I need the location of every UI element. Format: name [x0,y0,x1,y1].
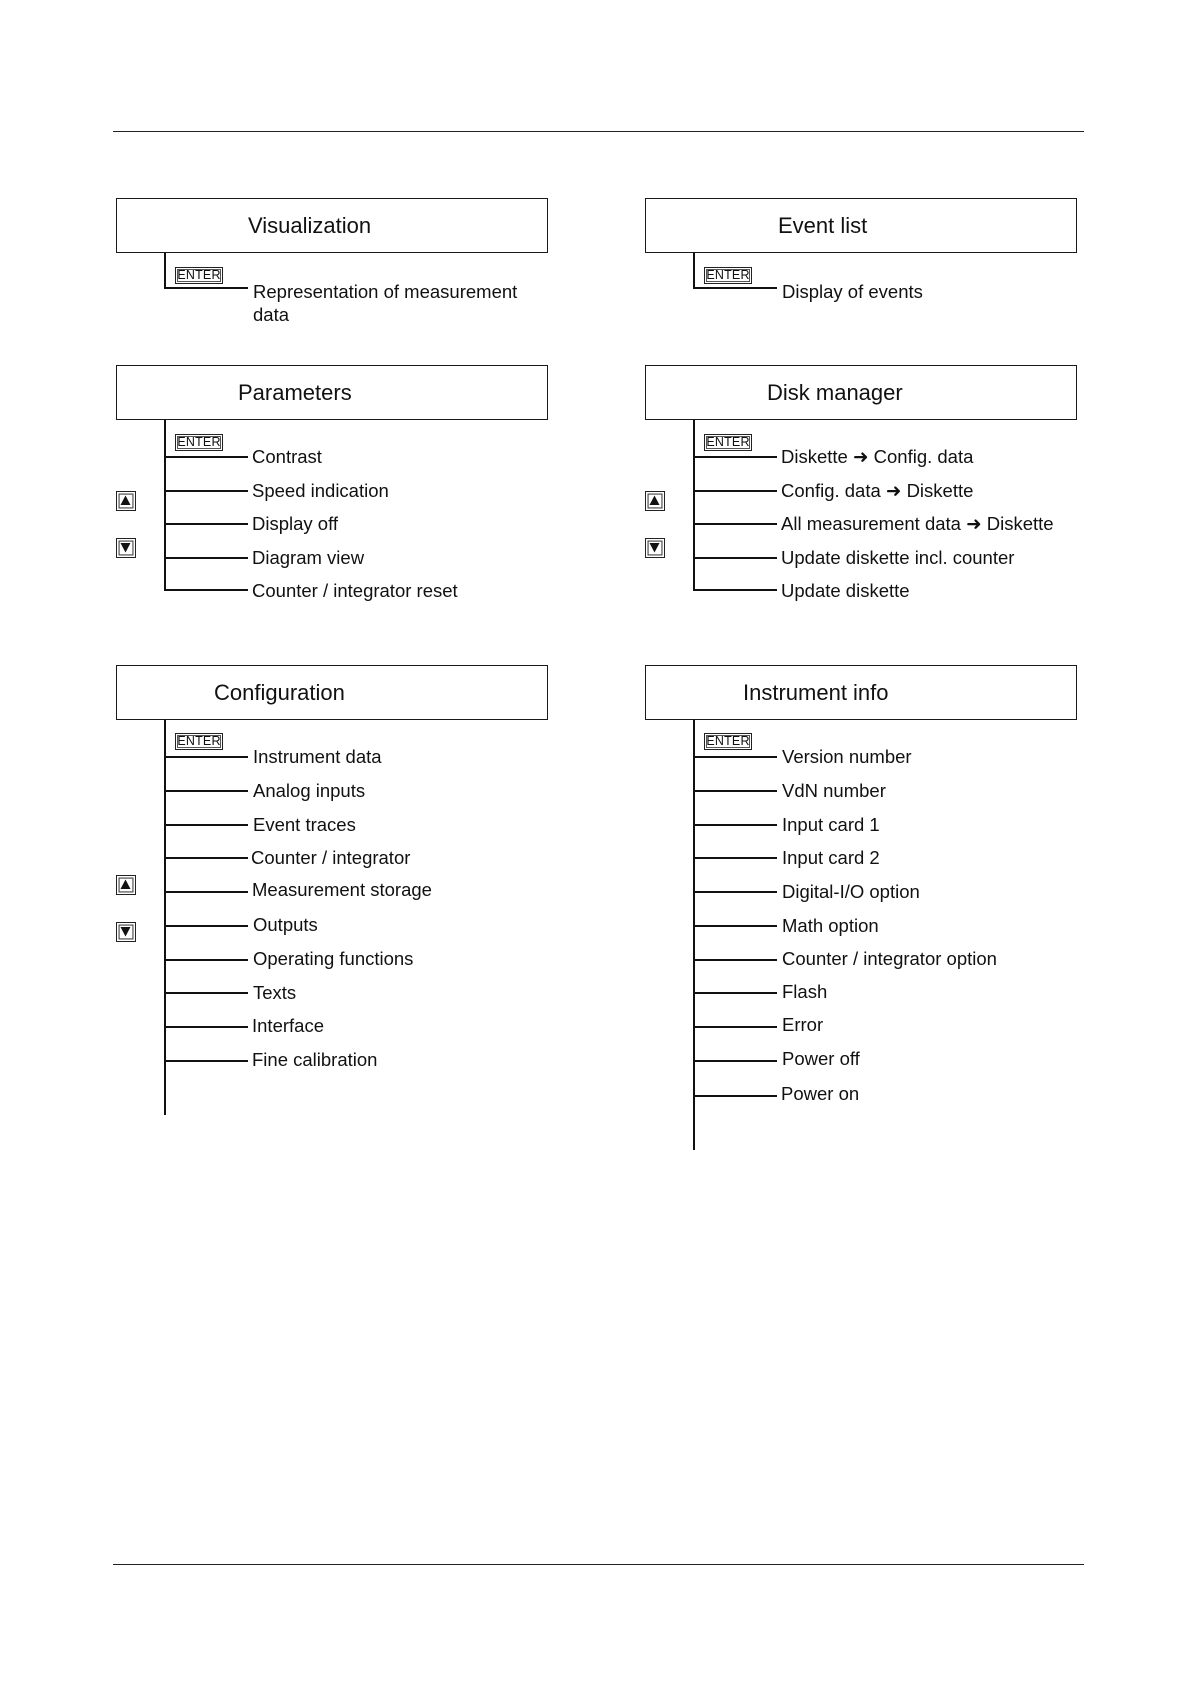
parameters-branch [164,456,248,458]
configuration-item-outputs[interactable]: Outputs [253,914,318,935]
configuration-branch [164,959,248,961]
instrument-info-item-digital-io-option[interactable]: Digital-I/O option [782,881,920,902]
parameters-branch [164,490,248,492]
configuration-item-operating-functions[interactable]: Operating functions [253,948,414,969]
configuration-item-event-traces[interactable]: Event traces [253,814,356,835]
parameters-menu-title: Parameters [238,380,352,405]
parameters-item-contrast[interactable]: Contrast [252,446,322,467]
event-list-branch [693,287,777,289]
instrument-info-item-flash[interactable]: Flash [782,981,828,1002]
configuration-branch [164,824,248,826]
disk-manager-tree-trunk [693,420,695,589]
instrument-info-item-input-card-2[interactable]: Input card 2 [782,847,880,868]
instrument-info-branch [693,790,777,792]
parameters-item-counter-reset[interactable]: Counter / integrator reset [252,580,458,601]
disk-manager-item[interactable]: Update diskette [781,580,910,601]
configuration-branch [164,925,248,927]
configuration-menu [116,665,556,1085]
disk-manager-menu-title: Disk manager [767,380,903,405]
event-list-menu [645,198,1085,338]
up-arrow-key-icon[interactable] [645,491,665,511]
enter-key-icon: ENTER [175,434,223,451]
instrument-info-branch [693,1060,777,1062]
parameters-menu-title-box[interactable] [116,365,548,420]
disk-manager-item[interactable]: Update diskette incl. counter [781,547,1015,568]
configuration-tree-trunk [164,720,166,1115]
visualization-menu-title: Visualization [248,213,372,238]
parameters-branch [164,523,248,525]
instrument-info-branch [693,857,777,859]
item-text: Diskette [986,513,1054,534]
disk-manager-item[interactable] [781,512,1054,535]
configuration-menu-title-box[interactable] [116,665,548,720]
instrument-info-item-math-option[interactable]: Math option [782,915,879,936]
footer-rule [113,1564,1084,1565]
configuration-item-analog-inputs[interactable]: Analog inputs [253,780,366,801]
visualization-menu [116,198,556,338]
instrument-info-tree-trunk [693,720,695,1150]
instrument-info-branch [693,756,777,758]
configuration-branch [164,790,248,792]
configuration-branch [164,1060,248,1062]
parameters-item-speed-indication[interactable]: Speed indication [252,480,389,501]
instrument-info-menu-title-box[interactable] [645,665,1077,720]
disk-manager-menu-title-box[interactable] [645,365,1077,420]
event-list-menu-title-box[interactable] [645,198,1077,253]
down-arrow-key-icon[interactable] [116,538,136,558]
disk-manager-branch [693,456,777,458]
header-rule [113,131,1084,132]
instrument-info-menu-title: Instrument info [743,680,889,705]
item-text: Diskette [781,446,848,467]
disk-manager-branch [693,589,777,591]
event-list-item[interactable]: Display of events [782,281,923,302]
configuration-menu-title: Configuration [214,680,345,705]
disk-manager-branch [693,490,777,492]
instrument-info-menu [645,665,1085,1115]
configuration-item-texts[interactable]: Texts [253,982,297,1003]
configuration-item-fine-calibration[interactable]: Fine calibration [252,1049,378,1070]
configuration-item-counter-integrator[interactable]: Counter / integrator [251,847,411,868]
item-text: Config. data [873,446,974,467]
up-arrow-key-icon[interactable] [116,491,136,511]
configuration-branch [164,857,248,859]
parameters-branch [164,589,248,591]
disk-manager-menu [645,365,1095,605]
parameters-item-display-off[interactable]: Display off [252,513,339,534]
up-arrow-key-icon[interactable] [116,875,136,895]
visualization-tree-trunk [164,253,166,287]
disk-manager-item[interactable] [781,445,973,468]
instrument-info-item-input-card-1[interactable]: Input card 1 [782,814,880,835]
instrument-info-branch [693,891,777,893]
enter-key-icon: ENTER [704,733,752,750]
parameters-branch [164,557,248,559]
instrument-info-branch [693,1095,777,1097]
configuration-item-interface[interactable]: Interface [252,1015,324,1036]
right-arrow-icon: ➜ [966,513,982,534]
disk-manager-branch [693,557,777,559]
enter-key-icon: ENTER [175,267,223,284]
instrument-info-branch [693,1026,777,1028]
instrument-info-branch [693,992,777,994]
instrument-info-branch [693,959,777,961]
enter-key-icon: ENTER [704,267,752,284]
configuration-branch [164,891,248,893]
parameters-menu [116,365,556,605]
parameters-tree-trunk [164,420,166,589]
configuration-branch [164,992,248,994]
instrument-info-item-power-off[interactable]: Power off [782,1048,860,1069]
instrument-info-item-error[interactable]: Error [782,1014,824,1035]
item-text: Config. data [781,480,881,501]
instrument-info-branch [693,925,777,927]
instrument-info-item-counter-integrator-option[interactable]: Counter / integrator option [782,948,997,969]
disk-manager-item[interactable] [781,479,973,502]
down-arrow-key-icon[interactable] [116,922,136,942]
right-arrow-icon: ➜ [885,480,902,501]
parameters-item-diagram-view[interactable]: Diagram view [252,547,365,568]
disk-manager-branch [693,523,777,525]
instrument-info-item-vdn-number[interactable]: VdN number [782,780,886,801]
configuration-branch [164,756,248,758]
configuration-item-instrument-data[interactable]: Instrument data [253,746,382,767]
item-text: All measurement data [781,513,961,534]
event-list-menu-title: Event list [778,213,868,238]
enter-key-icon: ENTER [704,434,752,451]
instrument-info-item-power-on[interactable]: Power on [781,1083,860,1104]
right-arrow-icon: ➜ [852,446,869,467]
enter-key-icon: ENTER [175,733,223,750]
instrument-info-item-version-number[interactable]: Version number [782,746,912,767]
visualization-item[interactable]: Representation of measurement [253,281,518,302]
visualization-branch [164,287,248,289]
configuration-item-measurement-storage[interactable]: Measurement storage [252,879,432,900]
visualization-menu-title-box[interactable] [116,198,548,253]
event-list-tree-trunk [693,253,695,287]
visualization-item[interactable]: data [253,304,290,325]
down-arrow-key-icon[interactable] [645,538,665,558]
configuration-branch [164,1026,248,1028]
item-text: Diskette [906,480,974,501]
instrument-info-branch [693,824,777,826]
